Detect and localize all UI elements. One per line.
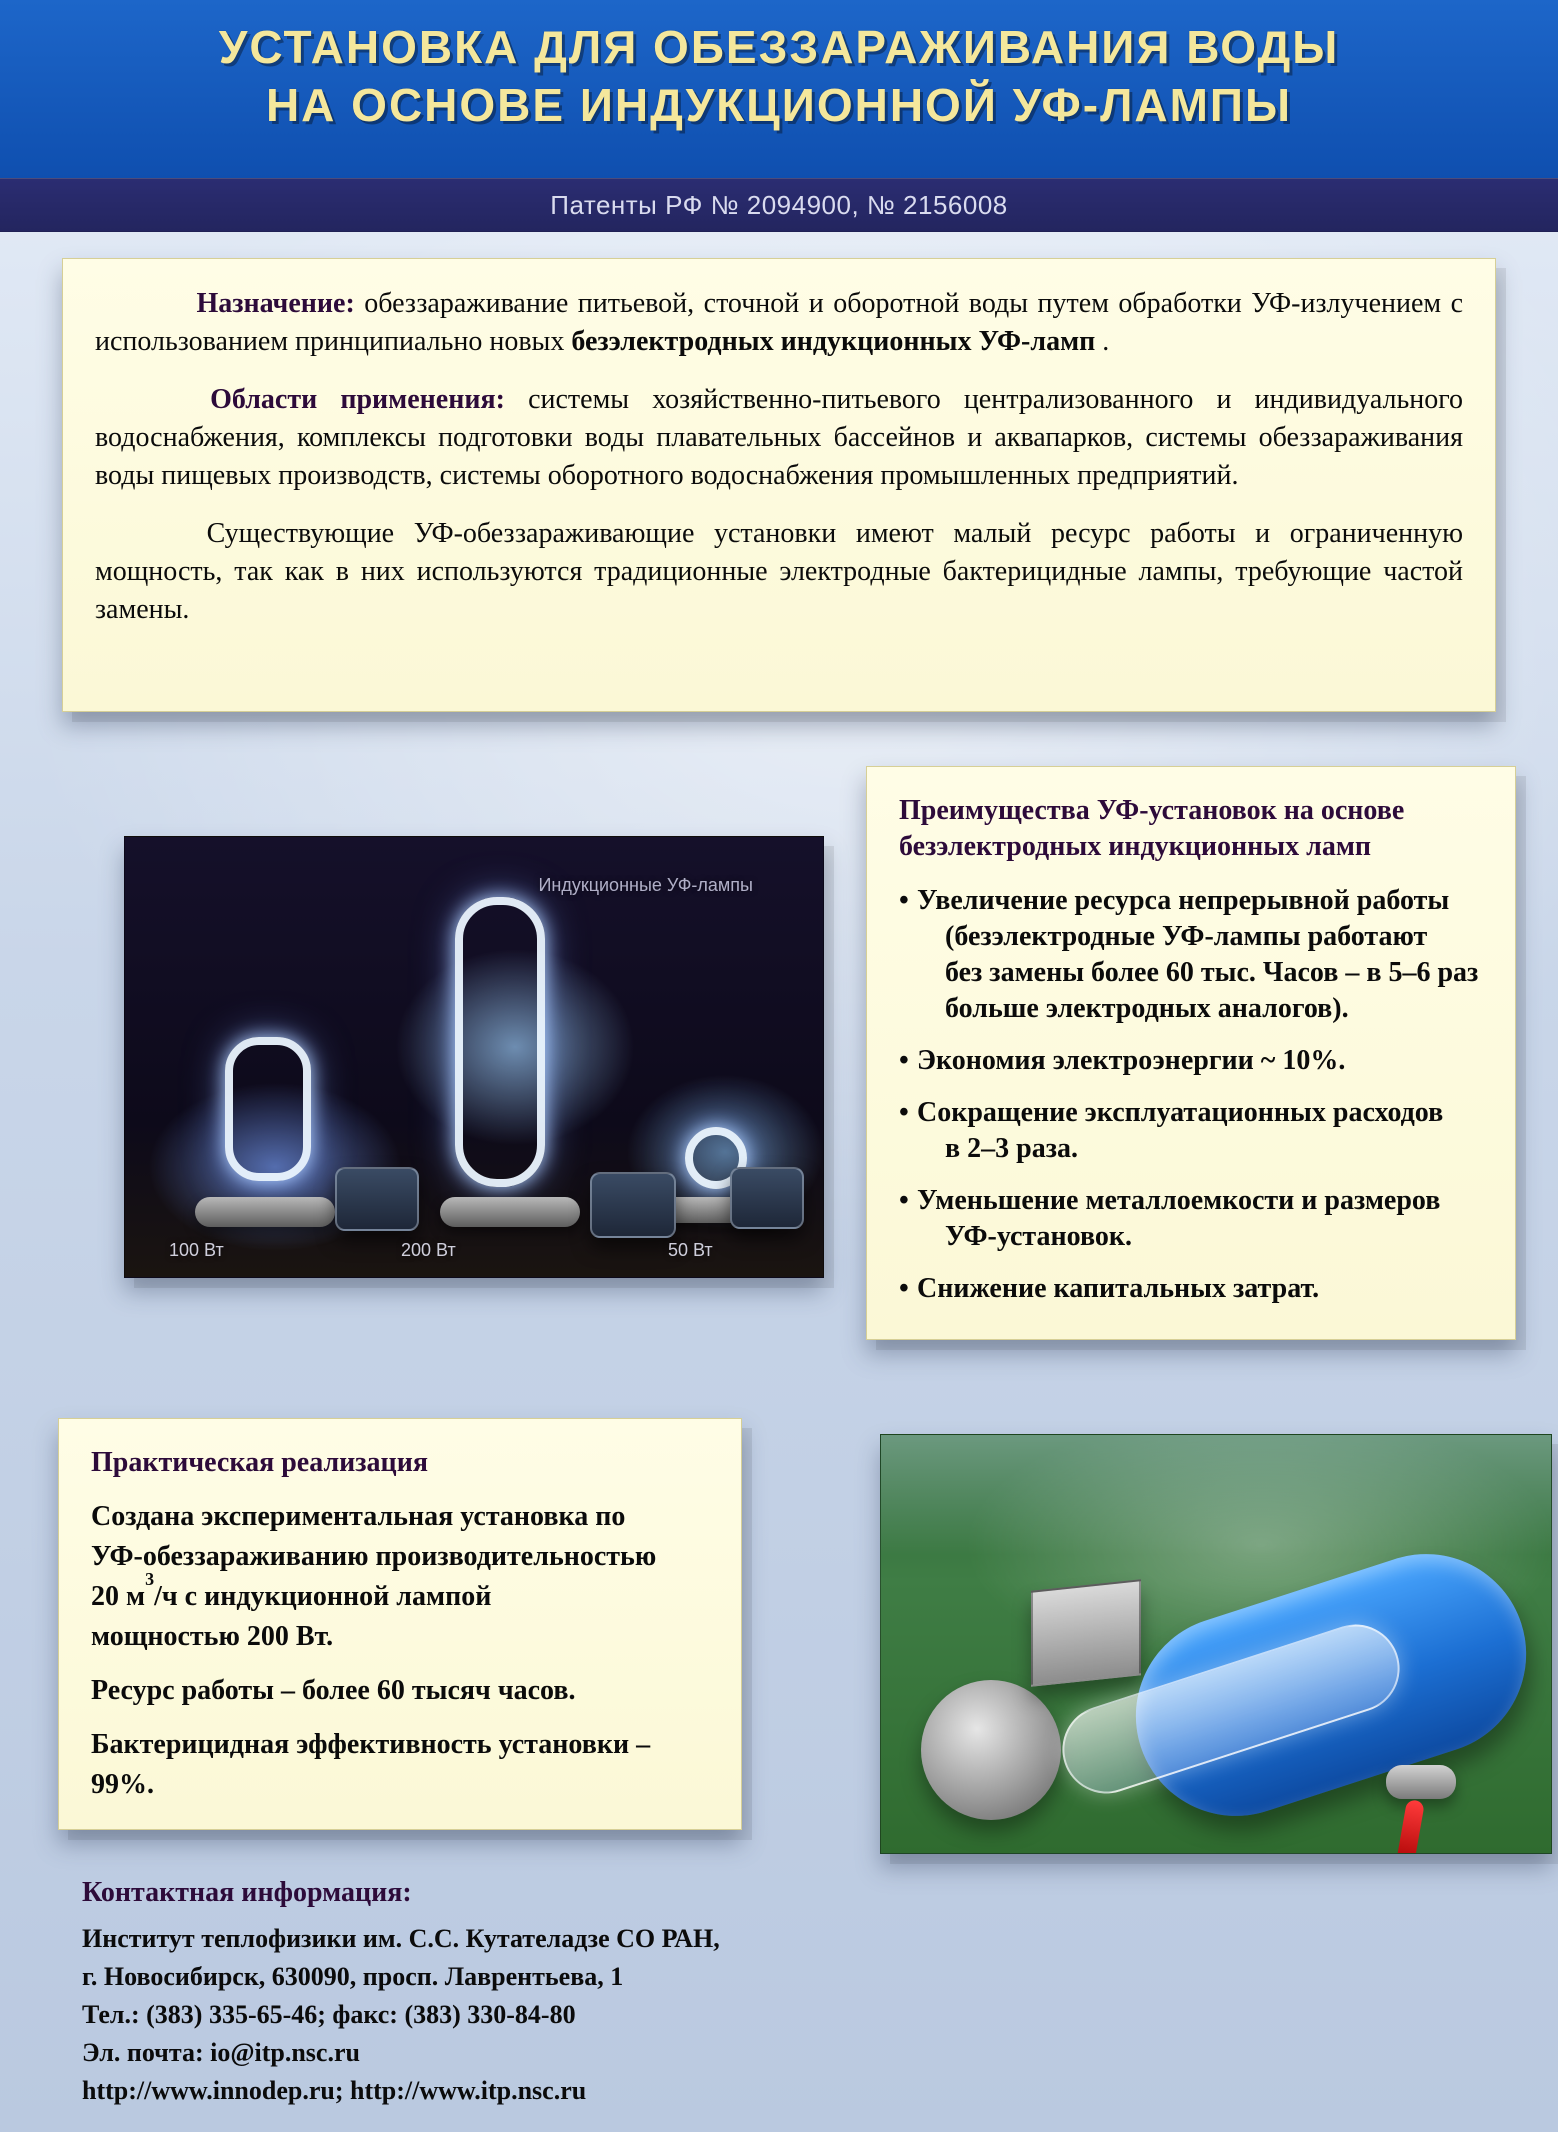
advantage-item (899, 1271, 1483, 1307)
contacts-section (82, 1874, 982, 2110)
patents-band (0, 178, 1558, 232)
advantages-list (899, 883, 1483, 1307)
page-title-line-1: УСТАНОВКА ДЛЯ ОБЕЗЗАРАЖИВАНИЯ ВОДЫ (218, 21, 1340, 73)
practical-title: Практическая реализация (91, 1447, 428, 1478)
advantage-text: Снижение капитальных затрат. (917, 1273, 1320, 1304)
advantages-title: Преимущества УФ-установок на основе безэлектродных индукционных ламп (899, 795, 1405, 862)
advantage-subtext: (безэлектродные УФ-лампы работают (945, 921, 1428, 952)
contacts-web: http://www.innodep.ru; http://www.itp.nsc.ru (82, 2076, 587, 2105)
practical-paragraph-2: Ресурс работы – более 60 тысяч часов. (91, 1675, 576, 1706)
advantage-item (899, 1095, 1483, 1167)
application-areas-label: Области применения: (210, 384, 505, 415)
photo-sky (881, 1435, 1551, 1555)
lamp-base (195, 1197, 335, 1227)
lamp-100w-glow (225, 1037, 311, 1181)
lamp-200w-glow (455, 897, 545, 1187)
contacts-email: Эл. почта: io@itp.nsc.ru (82, 2038, 360, 2067)
main-info-content (63, 259, 1495, 655)
practical-paragraph-3: Бактерицидная эффективность установки – 99%. (91, 1729, 651, 1800)
control-box (1031, 1579, 1141, 1687)
ballast-box (730, 1167, 804, 1229)
application-areas-text: системы хозяйственно-питьевого централизованного и индивидуального водоснабжения, комплексы подготовки воды плавательных бассейнов и аквапарков, системы обеззараживания воды пищевых производств, системы оборотного водоснабжения промышленных предприятий. (95, 384, 1464, 491)
application-areas-paragraph (95, 381, 1463, 495)
lamp-100w-label: 100 Вт (169, 1240, 224, 1260)
advantage-subtext: больше электродных аналогов). (945, 993, 1349, 1024)
practical-line: мощностью 200 Вт. (91, 1621, 334, 1652)
ballast-box (335, 1167, 419, 1231)
uv-unit-end-cap (921, 1680, 1061, 1820)
advantage-text: Экономия электроэнергии ~ 10%. (917, 1045, 1346, 1076)
valve (1386, 1765, 1456, 1799)
practical-line-part: /ч с индукционной лампой (154, 1581, 492, 1612)
lamp-base (440, 1197, 580, 1227)
main-info-card (62, 258, 1496, 712)
practical-implementation-content (59, 1419, 741, 1831)
advantage-item (899, 1043, 1483, 1079)
advantage-subtext: в 2–3 раза. (945, 1133, 1078, 1164)
existing-installations-text: Существующие УФ-обеззараживающие установки имеют малый ресурс работы и ограниченную мощность, так как в них используются традиционные электродные бактерицидные лампы, требующие частой замены. (95, 518, 1464, 625)
induction-lamps-photo (124, 836, 824, 1278)
practical-paragraph-1 (91, 1497, 709, 1657)
valve-handle (1395, 1799, 1425, 1854)
purpose-text-2: . (1102, 326, 1110, 357)
advantages-card (866, 766, 1516, 1340)
patents-text: Патенты РФ № 2094900, № 2156008 (550, 189, 1008, 220)
practical-line-part: 20 м (91, 1581, 146, 1612)
advantage-item (899, 883, 1483, 1027)
purpose-text-bold: безэлектродных индукционных УФ-ламп (571, 326, 1096, 357)
advantage-text: Сокращение эксплуатационных расходов (917, 1097, 1444, 1128)
advantage-item (899, 1183, 1483, 1255)
installation-photo (880, 1434, 1552, 1854)
purpose-label: Назначение: (196, 288, 355, 319)
advantage-subtext: без замены более 60 тыс. Часов – в 5–6 раз (945, 957, 1479, 988)
contacts-title: Контактная информация: (82, 1877, 412, 1908)
advantage-text: Увеличение ресурса непрерывной работы (917, 885, 1450, 916)
page-title (0, 18, 1558, 134)
advantage-text: Уменьшение металлоемкости и размеров (917, 1185, 1441, 1216)
purpose-paragraph (95, 285, 1463, 361)
practical-line (91, 1568, 492, 1612)
top-banner (0, 0, 1558, 178)
photo-overlay-caption: Индукционные УФ-лампы (538, 875, 753, 895)
advantages-content (867, 767, 1515, 1349)
practical-implementation-card (58, 1418, 742, 1830)
contacts-org: Институт теплофизики им. С.С. Кутателадзе СО РАН, (82, 1924, 720, 1953)
superscript-3: 3 (145, 1568, 155, 1589)
practical-line: УФ-обеззараживанию производительностью (91, 1541, 657, 1572)
lamp-50w-label: 50 Вт (668, 1240, 713, 1260)
lamp-200w-label: 200 Вт (401, 1240, 456, 1260)
advantage-subtext: УФ-установок. (945, 1221, 1133, 1252)
ballast-box (590, 1172, 676, 1238)
contacts-phone: Тел.: (383) 335-65-46; факс: (383) 330-84-80 (82, 2000, 576, 2029)
purpose-text-1: обеззараживание питьевой, сточной и оборотной воды путем обработки УФ-излучением с использованием принципиально новых (95, 288, 1464, 357)
practical-line: Создана экспериментальная установка по (91, 1501, 626, 1532)
page-title-line-2: НА ОСНОВЕ ИНДУКЦИОННОЙ УФ-ЛАМПЫ (265, 79, 1293, 131)
existing-installations-paragraph (95, 515, 1463, 629)
contacts-address: г. Новосибирск, 630090, просп. Лаврентьева, 1 (82, 1962, 624, 1991)
